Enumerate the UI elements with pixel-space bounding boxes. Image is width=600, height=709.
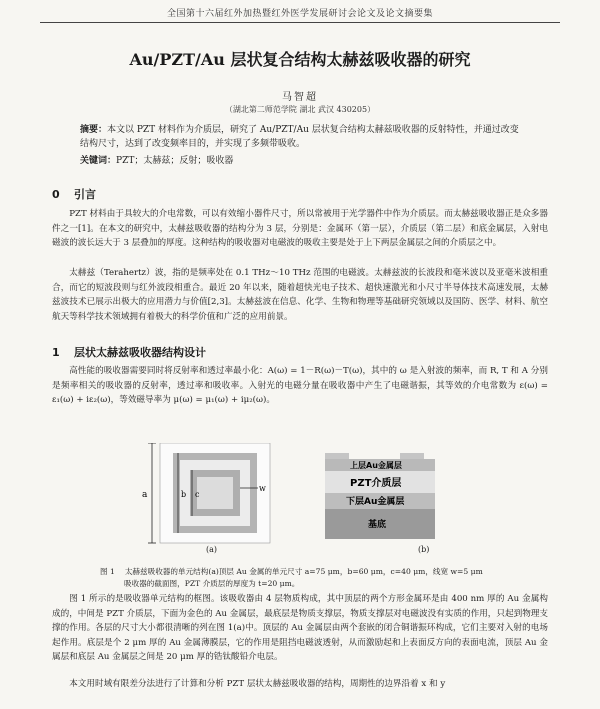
design-paragraph-1: 高性能的吸收器需要同时将反射率和透过率最小化：A(ω) = 1－R(ω)－T(ω)，其中的 ω 是入射波的频率，而 R, T 和 A 分别是频率相关的吸收器的反射率，透过率和吸收率。入射光的电磁分量在吸收器中产生了电磁谐振，其等效的介电常数为 ε(ω) = ε₁(ω) + iε₂(ω)，等效磁导率为 μ(ω) = μ₁(ω) + iμ₂(ω)。 — [52, 366, 548, 405]
section-heading-design — [52, 344, 206, 360]
au-top-ridge — [325, 453, 349, 459]
keywords-label: 关键词： — [80, 156, 117, 166]
section-title: 层状太赫兹吸收器结构设计 — [74, 346, 206, 359]
caption-label: 图 1 — [100, 567, 115, 576]
abstract-text: 本文以 PZT 材料作为介质层，研究了 Au/PZT/Au 层状复合结构太赫兹吸收器的反射特性，并通过改变结构尺寸，达到了改变频率目的，并实现了多频带吸收。 — [80, 125, 519, 149]
abstract — [80, 124, 525, 151]
dim-label-c: c — [195, 490, 200, 499]
abstract-label: 摘要： — [80, 125, 108, 135]
intro-paragraph-1: PZT 材料由于具较大的介电常数，可以有效缩小器件尺寸，所以常被用于光学器件中作为介质层。而太赫兹吸收器正是众多器件之一[1]。在本文的研究中，太赫兹吸收器的结构分为 3 层，分别是：金属环（第一层），介质层（第二层）和底金属层，入射电磁波的波长远大于 3 层叠加的厚度。这种结构的吸收器对电磁波的吸收主要是处于上下两层金属层之间的介质层之中。 — [52, 209, 548, 248]
section-number: 0 — [52, 188, 60, 201]
figure-1 — [100, 443, 500, 563]
figure-caption — [100, 566, 505, 590]
dim-label-b: b — [181, 490, 187, 499]
subcaption-b: (b) — [418, 545, 430, 554]
author: 马智超 — [282, 92, 318, 103]
layer-label: 基底 — [368, 520, 387, 530]
intro-paragraph-2: 太赫兹（Terahertz）波，指的是频率处在 0.1 THz～10 THz 范围的电磁波。太赫兹波的长波段和毫米波以及亚毫米波相重合，而它的短波段则与红外波段相重合。最近 20 年以来，随着超快光电子技术、超快速激光和小尺寸半导体技术高速发展，太赫兹波技术已展示出极大的应用潜力与价值[2,3]。太赫兹波在信息、化学、生物和物理等基础研究领域以及国防、医学、材料、航空航天等科学技术领域拥有着极大的科学价值和广泛的应用前景。 — [52, 268, 548, 322]
section-heading-intro — [52, 186, 96, 202]
body-paragraph-fdtd: 本文用时域有限差分法进行了计算和分析 PZT 层状太赫兹吸收器的结构，周期性的边界沿着 x 和 y — [69, 679, 446, 689]
subcaption-a: (a) — [206, 545, 218, 554]
unit-cell-diagram — [142, 443, 270, 543]
body-paragraph-figure-description: 图 1 所示的是吸收器单元结构的框图。该吸收器由 4 层物质构成，其中顶层的两个方形金属环是由 400 nm 厚的 Au 金属构成的，中间是 PZT 介质层，下面为金色的 Au 金属层，最底层是物质支撑层，物质支撑层对电磁波没有实质的作用，只起到物理支撑的作用。各层的尺寸大小都很清晰的列在图 1(a)中。顶层的 Au 金属层由两个套嵌的闭合铜谐振环构成，它们主要对入射的电场起作用。底层是个 2 μm 厚的 Au 金属薄膜层，它的作用是阻挡电磁波透射，从而激励起和上表面反方向的表面电流，顶层 Au 金属层和底层 Au 金属层之间是 20 μm 厚的锆钛酸铅介电层。 — [52, 594, 548, 662]
caption-line-2: 吸收器的截面图，PZT 介质层的厚度为 t=20 μm。 — [124, 579, 300, 588]
keywords-text: PZT；太赫兹；反射；吸收器 — [116, 156, 234, 166]
keywords — [80, 153, 525, 166]
paper-title: Au/PZT/Au 层状复合结构太赫兹吸收器的研究 — [129, 50, 471, 69]
caption-line-1: 太赫兹吸收器的单元结构(a)顶层 Au 金属的单元尺寸 a=75 μm，b=60 μm，c=40 μm，线宽 w=5 μm — [124, 567, 483, 576]
inner-ring-gap — [197, 477, 233, 509]
dim-label-a: a — [142, 490, 148, 500]
layer-label: PZT介质层 — [350, 478, 402, 489]
layer-label: 下层Au金属层 — [346, 497, 405, 507]
layer-label: 上层Au金属层 — [350, 461, 402, 470]
au-top-ridge — [400, 453, 424, 459]
section-title: 引言 — [74, 188, 96, 201]
running-head: 全国第十六届红外加热暨红外医学发展研讨会论文及论文摘要集 — [40, 6, 560, 23]
section-number: 1 — [52, 346, 60, 359]
cross-section-diagram — [325, 453, 435, 539]
affiliation: （湖北第二师范学院 湖北 武汉 430205） — [224, 105, 376, 114]
dim-label-w: w — [259, 484, 266, 493]
